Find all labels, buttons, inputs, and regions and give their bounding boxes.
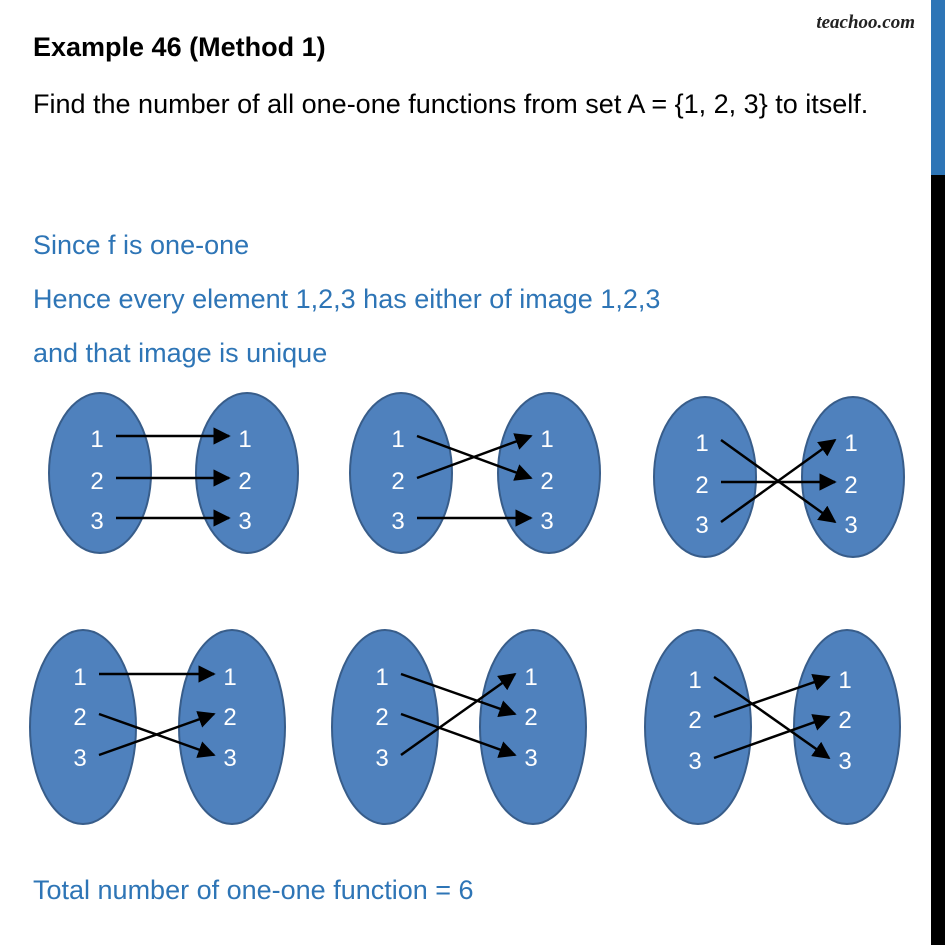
codomain-element-label: 2 [844,472,858,499]
conclusion-text: Total number of one-one function = 6 [33,875,474,905]
mapping-diagram-2 [350,393,600,553]
codomain-element-label: 3 [844,512,858,539]
explanation-line-1: Since f is one-one [33,230,250,260]
codomain-element-label: 1 [540,426,554,453]
domain-element-label: 2 [375,704,389,731]
codomain-element-label: 1 [238,426,252,453]
domain-element-label: 1 [375,664,389,691]
codomain-element-label: 3 [223,745,237,772]
domain-element-label: 1 [90,426,104,453]
domain-element-label: 3 [391,508,405,535]
domain-element-label: 2 [391,468,405,495]
domain-element-label: 2 [695,472,709,499]
explanation-line-3: and that image is unique [33,338,328,368]
codomain-element-label: 1 [844,430,858,457]
watermark-logo: teachoo.com [816,12,915,33]
domain-element-label: 3 [375,745,389,772]
codomain-element-label: 2 [540,468,554,495]
domain-element-label: 1 [73,664,87,691]
domain-element-label: 1 [695,430,709,457]
example-heading: Example 46 (Method 1) [33,32,326,62]
codomain-element-label: 2 [223,704,237,731]
mapping-diagram-6 [645,630,900,824]
codomain-element-label: 1 [524,664,538,691]
domain-element-label: 1 [688,667,702,694]
domain-element-label: 2 [90,468,104,495]
codomain-element-label: 3 [838,748,852,775]
codomain-element-label: 1 [223,664,237,691]
domain-element-label: 3 [73,745,87,772]
domain-element-label: 1 [391,426,405,453]
domain-element-label: 3 [90,508,104,535]
codomain-element-label: 2 [524,704,538,731]
codomain-element-label: 2 [838,707,852,734]
mapping-diagram-5 [332,630,586,824]
explanation-line-2: Hence every element 1,2,3 has either of image 1,2,3 [33,284,661,314]
codomain-element-label: 3 [238,508,252,535]
domain-element-label: 2 [688,707,702,734]
mapping-diagram-4 [30,630,285,824]
question-text: Find the number of all one-one functions from set A = {1, 2, 3} to itself. [33,89,869,119]
mapping-diagram-1 [49,393,298,553]
codomain-element-label: 2 [238,468,252,495]
codomain-element-label: 3 [524,745,538,772]
domain-element-label: 2 [73,704,87,731]
domain-element-label: 3 [695,512,709,539]
codomain-element-label: 3 [540,508,554,535]
mapping-diagram-3 [654,397,904,557]
codomain-element-label: 1 [838,667,852,694]
domain-element-label: 3 [688,748,702,775]
